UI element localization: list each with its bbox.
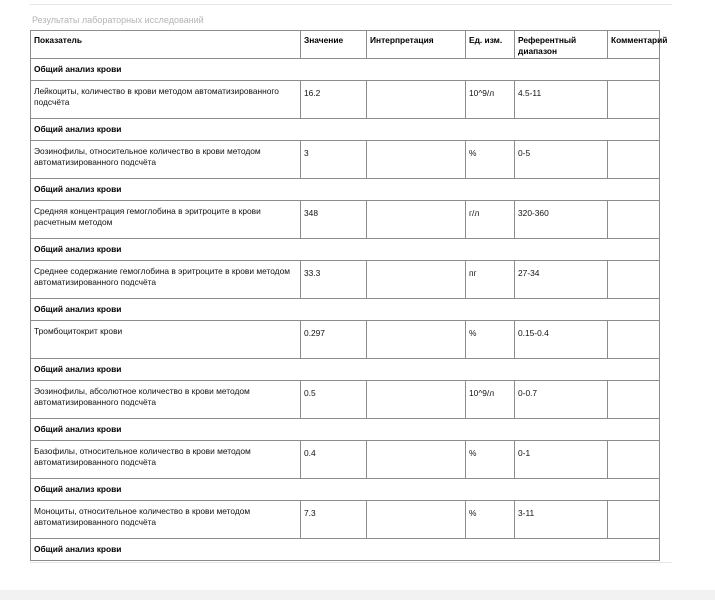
group-row (31, 299, 660, 321)
cell-comment (608, 141, 660, 179)
group-row (31, 539, 660, 561)
table-row (31, 501, 660, 539)
cell-parameter: Лейкоциты, количество в крови методом автоматизированного подсчёта (31, 81, 301, 119)
group-title: Общий анализ крови (31, 359, 660, 381)
cell-range: 3-11 (515, 501, 608, 539)
cell-range: 27-34 (515, 261, 608, 299)
cell-interpretation (367, 261, 466, 299)
cell-comment (608, 261, 660, 299)
group-title: Общий анализ крови (31, 479, 660, 501)
group-title: Общий анализ крови (31, 539, 660, 561)
cell-comment (608, 501, 660, 539)
cell-parameter: Среднее содержание гемоглобина в эритроците в крови методом автоматизированного подсчёта (31, 261, 301, 299)
footer-band (0, 590, 715, 600)
cell-value: 3 (301, 141, 367, 179)
group-row (31, 359, 660, 381)
cell-range: 4.5-11 (515, 81, 608, 119)
table-row (31, 81, 660, 119)
cell-comment (608, 201, 660, 239)
cell-parameter: Базофилы, относительное количество в крови методом автоматизированного подсчёта (31, 441, 301, 479)
header-value: Значение (301, 31, 367, 59)
cell-comment (608, 381, 660, 419)
group-row (31, 479, 660, 501)
cell-interpretation (367, 201, 466, 239)
cell-unit: % (466, 441, 515, 479)
cell-parameter: Эозинофилы, абсолютное количество в крови методом автоматизированного подсчёта (31, 381, 301, 419)
group-title: Общий анализ крови (31, 239, 660, 261)
group-row (31, 419, 660, 441)
cell-value: 348 (301, 201, 367, 239)
cell-interpretation (367, 381, 466, 419)
group-row (31, 119, 660, 141)
cell-unit: % (466, 321, 515, 359)
cell-interpretation (367, 81, 466, 119)
table-header-row (31, 31, 660, 59)
page-caption: Результаты лабораторных исследований (32, 15, 204, 25)
cell-interpretation (367, 141, 466, 179)
group-title: Общий анализ крови (31, 59, 660, 81)
header-unit: Ед. изм. (466, 31, 515, 59)
cell-value: 0.4 (301, 441, 367, 479)
lab-results-table (30, 30, 668, 561)
top-divider (30, 4, 672, 5)
cell-unit: г/л (466, 201, 515, 239)
cell-range: 0-5 (515, 141, 608, 179)
cell-value: 16.2 (301, 81, 367, 119)
cell-parameter: Тромбоцитокрит крови (31, 321, 301, 359)
group-row (31, 179, 660, 201)
cell-comment (608, 321, 660, 359)
cell-comment (608, 441, 660, 479)
table-row (31, 381, 660, 419)
cell-parameter: Средняя концентрация гемоглобина в эритроците в крови расчетным методом (31, 201, 301, 239)
bottom-divider (30, 562, 672, 563)
table-row (31, 261, 660, 299)
cell-unit: 10^9/л (466, 81, 515, 119)
cell-interpretation (367, 321, 466, 359)
cell-interpretation (367, 501, 466, 539)
table-row (31, 141, 660, 179)
cell-unit: пг (466, 261, 515, 299)
group-title: Общий анализ крови (31, 299, 660, 321)
header-parameter: Показатель (31, 31, 301, 59)
header-comment: Комментарий (608, 31, 660, 59)
table-row (31, 201, 660, 239)
cell-unit: 10^9/л (466, 381, 515, 419)
group-title: Общий анализ крови (31, 179, 660, 201)
cell-value: 33.3 (301, 261, 367, 299)
cell-unit: % (466, 501, 515, 539)
table-row (31, 321, 660, 359)
group-row (31, 239, 660, 261)
group-title: Общий анализ крови (31, 119, 660, 141)
header-interpretation: Интерпретация (367, 31, 466, 59)
header-range: Референтный диапазон (515, 31, 608, 59)
cell-range: 320-360 (515, 201, 608, 239)
cell-comment (608, 81, 660, 119)
cell-value: 0.5 (301, 381, 367, 419)
table-row (31, 441, 660, 479)
cell-value: 7.3 (301, 501, 367, 539)
cell-range: 0.15-0.4 (515, 321, 608, 359)
group-row (31, 59, 660, 81)
cell-range: 0-1 (515, 441, 608, 479)
cell-value: 0.297 (301, 321, 367, 359)
cell-interpretation (367, 441, 466, 479)
cell-range: 0-0.7 (515, 381, 608, 419)
cell-parameter: Эозинофилы, относительное количество в крови методом автоматизированного подсчёта (31, 141, 301, 179)
cell-parameter: Моноциты, относительное количество в крови методом автоматизированного подсчёта (31, 501, 301, 539)
cell-unit: % (466, 141, 515, 179)
group-title: Общий анализ крови (31, 419, 660, 441)
